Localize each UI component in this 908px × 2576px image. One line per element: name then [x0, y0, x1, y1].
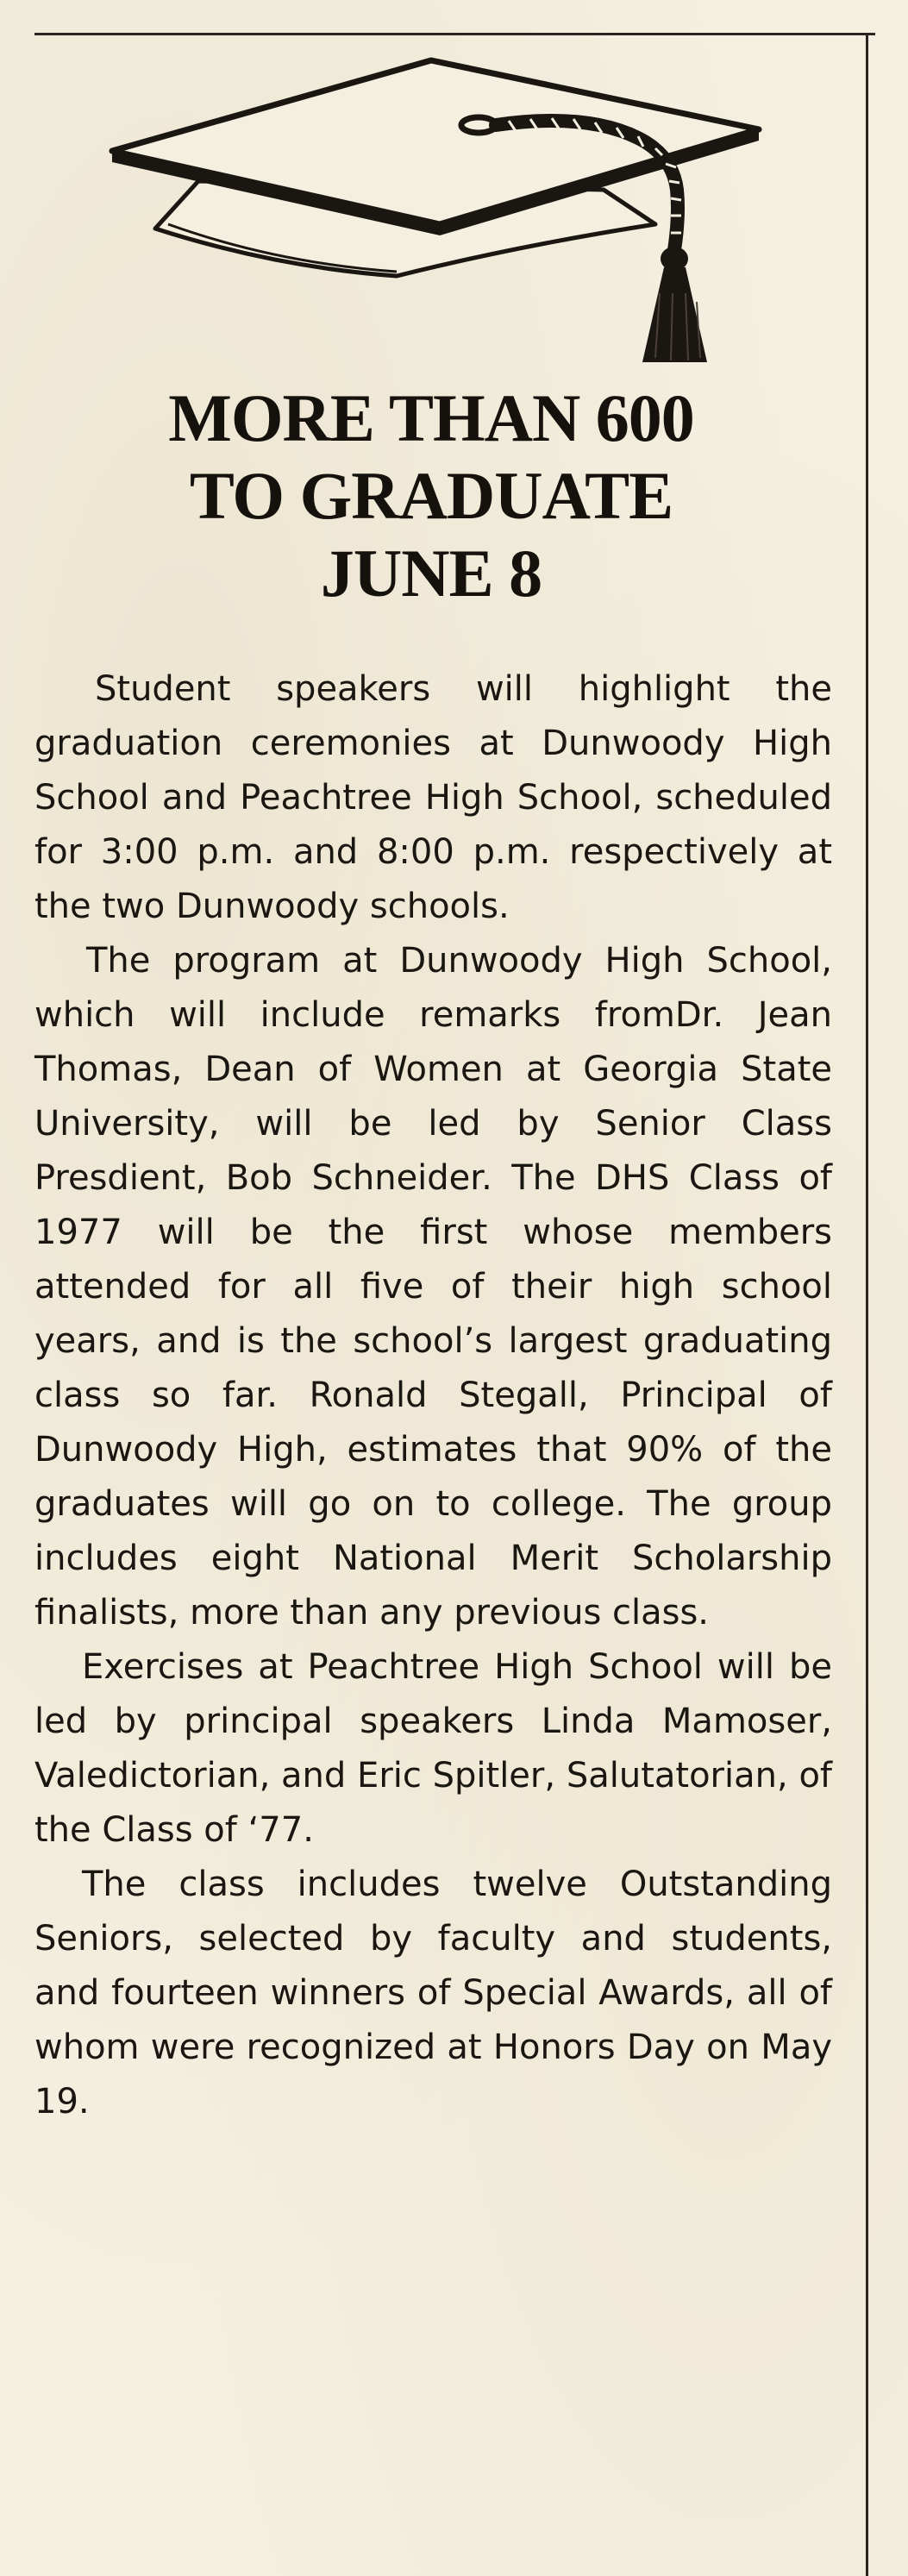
paragraph-1: Student speakers will highlight the graduation ceremonies at Dunwoody High School and Peachtree High School, scheduled for 3:00 p.m. and 8:00 p.m. respectively at the two Dunwoody schools.	[34, 669, 832, 926]
paragraph-3: Exercises at Peachtree High School will be led by principal speakers Linda Mamoser, Valedictorian, and Eric Spitler, Salutatorian, of the Class of ‘77.	[34, 1647, 832, 1850]
column-rule	[866, 33, 868, 2576]
paragraph-4: The class includes twelve Outstanding Seniors, selected by faculty and students, and fourteen winners of Special Awards, all of whom were recognized at Honors Day on May 19.	[34, 1865, 832, 2122]
headline	[52, 379, 811, 612]
article-body	[34, 662, 832, 2129]
headline-line-1: MORE THAN 600	[168, 380, 694, 455]
headline-line-3: JUNE 8	[320, 536, 542, 611]
graduation-cap-icon	[103, 52, 776, 397]
headline-line-2: TO GRADUATE	[189, 458, 673, 533]
paragraph-2: The program at Dunwoody High School, which will include remarks fromDr. Jean Thomas, Dean of Women at Georgia State University, will be led by Senior Class Presdient, Bob Schneider. The DHS Class of 1977 will be the first whose members attended for all five of their high school years, and is the school’s largest graduating class so far. Ronald Stegall, Principal of Dunwoody High, estimates that 90% of the graduates will go on to college. The group includes eight National Merit Scholarship finalists, more than any previous class.	[34, 941, 832, 1633]
top-rule	[34, 33, 875, 35]
